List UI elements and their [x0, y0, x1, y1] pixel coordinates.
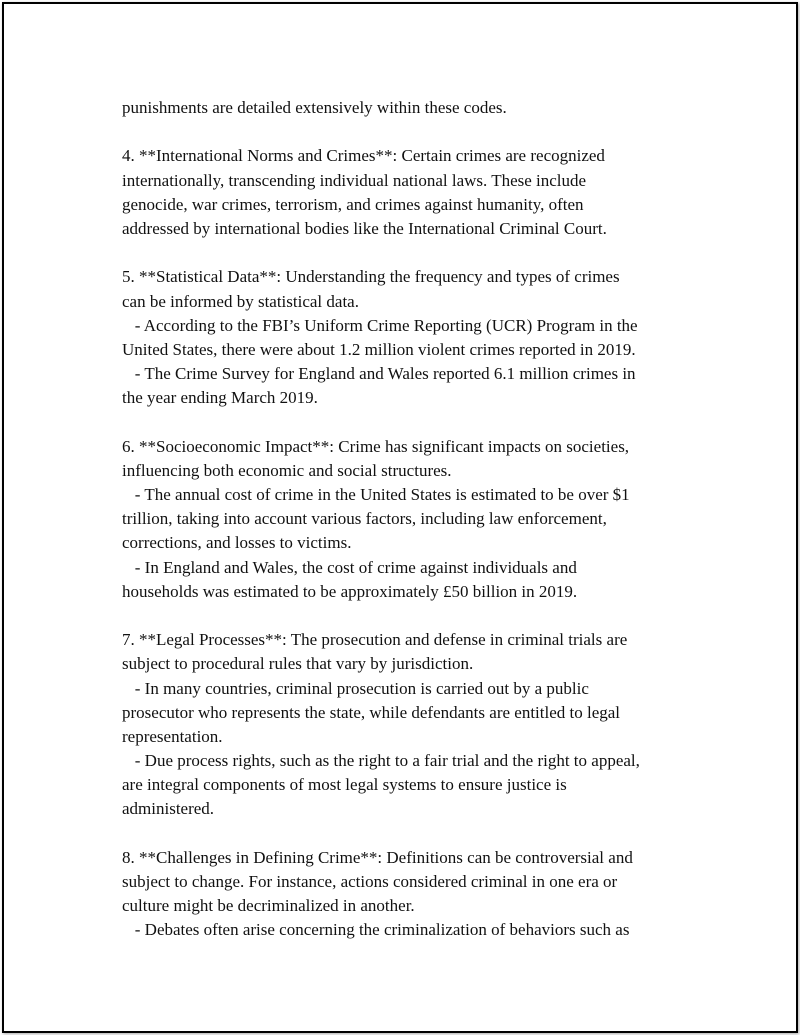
text-line: - According to the FBI’s Uniform Crime Reporting (UCR) Program in the: [122, 315, 638, 335]
text-line: the year ending March 2019.: [122, 388, 318, 408]
document-body: [122, 96, 690, 967]
document-page: [2, 2, 798, 1033]
text-line: genocide, war crimes, terrorism, and crimes against humanity, often: [122, 194, 584, 214]
text-line: 8. **Challenges in Defining Crime**: Definitions can be controversial and: [122, 847, 633, 867]
text-line: prosecutor who represents the state, while defendants are entitled to legal: [122, 702, 621, 722]
text-line: households was estimated to be approximately £50 billion in 2019.: [122, 581, 578, 601]
paragraph-statistical-data: [122, 265, 690, 410]
text-line: corrections, and losses to victims.: [122, 533, 352, 553]
text-line: 6. **Socioeconomic Impact**: Crime has significant impacts on societies,: [122, 436, 630, 456]
text-line: are integral components of most legal systems to ensure justice is: [122, 775, 567, 795]
text-line: addressed by international bodies like the International Criminal Court.: [122, 218, 607, 238]
text-line: United States, there were about 1.2 million violent crimes reported in 2019.: [122, 339, 636, 359]
text-line: culture might be decriminalized in another.: [122, 896, 415, 916]
paragraph-socioeconomic-impact: [122, 435, 690, 604]
text-line: 4. **International Norms and Crimes**: Certain crimes are recognized: [122, 146, 605, 166]
text-line: punishments are detailed extensively within these codes.: [122, 98, 507, 117]
text-line: - Debates often arise concerning the criminalization of behaviors such as: [122, 920, 630, 940]
text-line: 5. **Statistical Data**: Understanding the frequency and types of crimes: [122, 267, 620, 287]
text-line: - In England and Wales, the cost of crime against individuals and: [122, 557, 577, 577]
text-line: - The Crime Survey for England and Wales reported 6.1 million crimes in: [122, 364, 636, 384]
text-line: - Due process rights, such as the right to a fair trial and the right to appeal,: [122, 751, 640, 771]
text-line: influencing both economic and social structures.: [122, 460, 452, 480]
text-line: - The annual cost of crime in the United States is estimated to be over $1: [122, 485, 630, 504]
text-line: can be informed by statistical data.: [122, 291, 359, 311]
text-line: administered.: [122, 799, 215, 819]
text-line: trillion, taking into account various factors, including law enforcement,: [122, 509, 607, 529]
paragraph-international-norms: [122, 144, 690, 241]
text-line: subject to procedural rules that vary by jurisdiction.: [122, 654, 474, 674]
text-line: 7. **Legal Processes**: The prosecution and defense in criminal trials are: [122, 630, 628, 650]
text-line: internationally, transcending individual national laws. These include: [122, 170, 587, 190]
paragraph-challenges-defining-crime: [122, 846, 690, 943]
paragraph-codes-continuation: [122, 96, 690, 120]
paragraph-legal-processes: [122, 628, 690, 822]
text-line: - In many countries, criminal prosecution is carried out by a public: [122, 678, 589, 698]
text-line: representation.: [122, 726, 223, 746]
text-line: subject to change. For instance, actions considered criminal in one era or: [122, 872, 618, 891]
